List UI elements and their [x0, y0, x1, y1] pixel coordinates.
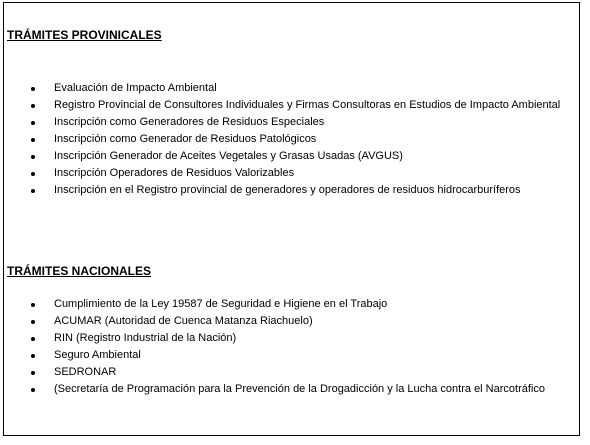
- list-item: [4, 97, 581, 114]
- list-item-text: Inscripción en el Registro provincial de generadores y operadores de residuos hidrocarburíferos: [54, 184, 521, 196]
- list-item-text: Cumplimiento de la Ley 19587 de Seguridad e Higiene en el Trabajo: [54, 298, 388, 310]
- list-item: [4, 80, 581, 97]
- list-item-text: (Secretaría de Programación para la Prevención de la Drogadicción y la Lucha contra el Narcotráfico: [54, 383, 545, 395]
- list-item-text: Evaluación de Impacto Ambiental: [54, 82, 217, 94]
- bullet-icon: [31, 121, 35, 125]
- bullet-icon: [31, 337, 35, 341]
- list-item: [4, 165, 581, 182]
- bullet-icon: [31, 371, 35, 375]
- bullet-icon: [31, 320, 35, 324]
- list-tramites-nacionales: [4, 296, 581, 398]
- bullet-icon: [31, 104, 35, 108]
- list-item: [4, 330, 581, 347]
- bullet-icon: [31, 155, 35, 159]
- bullet-icon: [31, 354, 35, 358]
- list-item-text: RIN (Registro Industrial de la Nación): [54, 332, 237, 344]
- bullet-icon: [31, 138, 35, 142]
- list-item-text: Registro Provincial de Consultores Individuales y Firmas Consultoras en Estudios de Impacto Ambiental: [54, 99, 561, 111]
- list-item: [4, 313, 581, 330]
- list-item: [4, 182, 581, 199]
- list-item: [4, 296, 581, 313]
- list-item-text: ACUMAR (Autoridad de Cuenca Matanza Riachuelo): [54, 315, 313, 327]
- bullet-icon: [31, 388, 35, 392]
- list-item: [4, 148, 581, 165]
- bullet-icon: [31, 172, 35, 176]
- list-item: [4, 364, 581, 381]
- list-item: [4, 381, 581, 398]
- list-item-text: SEDRONAR: [54, 366, 117, 378]
- list-item-text: Inscripción Generador de Aceites Vegetales y Grasas Usadas (AVGUS): [54, 150, 403, 162]
- heading-tramites-nacionales: TRÁMITES NACIONALES: [7, 264, 151, 278]
- list-tramites-provinciales: [4, 80, 581, 199]
- list-item-text: Inscripción Operadores de Residuos Valorizables: [54, 167, 295, 179]
- bullet-icon: [31, 87, 35, 91]
- list-item: [4, 131, 581, 148]
- list-item: [4, 114, 581, 131]
- bullet-icon: [31, 189, 35, 193]
- list-item-text: Inscripción como Generadores de Residuos Especiales: [54, 116, 325, 128]
- heading-tramites-provinciales: TRÁMITES PROVINICALES: [7, 28, 162, 42]
- list-item-text: Seguro Ambiental: [54, 349, 141, 361]
- bullet-icon: [31, 303, 35, 307]
- list-item-text: Inscripción como Generador de Residuos Patológicos: [54, 133, 317, 145]
- document-frame: [3, 2, 580, 436]
- list-item: [4, 347, 581, 364]
